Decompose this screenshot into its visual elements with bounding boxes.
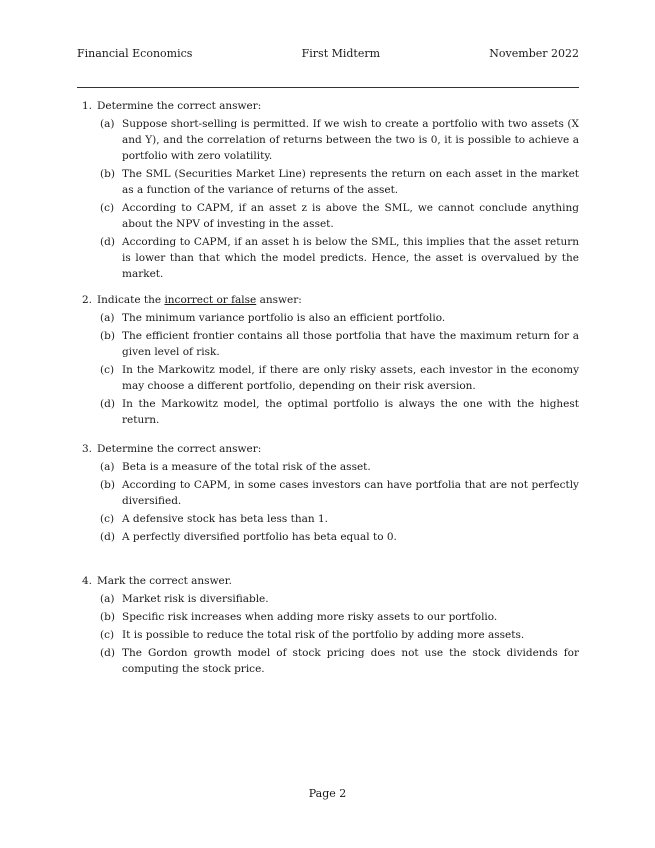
answer-list <box>100 310 579 428</box>
question-4 <box>82 573 579 679</box>
header-course: Financial Economics <box>77 46 193 60</box>
page-header <box>77 44 579 62</box>
header-date: November 2022 <box>489 46 579 60</box>
answer-label: (d) <box>100 236 115 248</box>
answer-item <box>100 609 579 625</box>
question-1 <box>82 98 579 284</box>
answer-label: (d) <box>100 398 115 410</box>
answer-label: (d) <box>100 531 115 543</box>
answer-list <box>100 116 579 282</box>
question-number: 2. <box>82 294 93 306</box>
answer-text: In the Markowitz model, if there are only risky assets, each investor in the economy may choose a different portfolio, depending on their risk aversion. <box>122 364 579 392</box>
answer-text: The Gordon growth model of stock pricing does not use the stock dividends for computing the stock price. <box>122 647 579 675</box>
answer-label: (a) <box>100 118 115 130</box>
answer-label: (d) <box>100 647 115 659</box>
answer-label: (c) <box>100 629 115 641</box>
answer-item <box>100 116 579 164</box>
answer-label: (a) <box>100 312 115 324</box>
question-number: 4. <box>82 575 93 587</box>
answer-item <box>100 328 579 360</box>
answer-item <box>100 310 579 326</box>
answer-item <box>100 529 579 545</box>
page-footer: Page 2 <box>308 787 347 800</box>
answer-text: According to CAPM, in some cases investors can have portfolia that are not perfectly diversified. <box>122 479 579 507</box>
answer-item <box>100 477 579 509</box>
answer-item <box>100 200 579 232</box>
answer-text: According to CAPM, if an asset h is below the SML, this implies that the asset return is lower than that which the model predicts. Hence, the asset is overvalued by the market. <box>122 236 579 280</box>
prompt-after: answer: <box>256 294 302 306</box>
answer-item <box>100 511 579 527</box>
prompt-before: Indicate the <box>97 294 165 306</box>
answer-text: Market risk is diversifiable. <box>122 593 269 605</box>
answer-text: According to CAPM, if an asset z is above the SML, we cannot conclude anything about the NPV of investing in the asset. <box>122 202 579 230</box>
answer-label: (b) <box>100 611 115 623</box>
answer-text: The efficient frontier contains all those portfolia that have the maximum return for a given level of risk. <box>122 330 579 358</box>
question-2 <box>82 292 579 430</box>
answer-text: A defensive stock has beta less than 1. <box>122 513 329 525</box>
answer-item <box>100 645 579 677</box>
answer-item <box>100 362 579 394</box>
answer-label: (b) <box>100 479 115 491</box>
answer-label: (a) <box>100 461 115 473</box>
question-number: 3. <box>82 443 93 455</box>
answer-label: (b) <box>100 330 115 342</box>
answer-label: (c) <box>100 513 115 525</box>
question-prompt: Mark the correct answer. <box>97 575 232 587</box>
question-prompt <box>97 292 302 308</box>
answer-list <box>100 591 579 677</box>
answer-label: (a) <box>100 593 115 605</box>
answer-item <box>100 166 579 198</box>
question-number: 1. <box>82 100 93 112</box>
answer-item <box>100 627 579 643</box>
answer-text: Specific risk increases when adding more risky assets to our portfolio. <box>122 611 498 623</box>
answer-list <box>100 459 579 545</box>
answer-label: (c) <box>100 364 115 376</box>
answer-item <box>100 591 579 607</box>
answer-text: In the Markowitz model, the optimal portfolio is always the one with the highest return. <box>122 398 579 426</box>
header-exam: First Midterm <box>301 46 381 60</box>
answer-item <box>100 234 579 282</box>
prompt-underlined: incorrect or false <box>164 294 257 306</box>
answer-text: The minimum variance portfolio is also an efficient portfolio. <box>122 312 446 324</box>
answer-item <box>100 459 579 475</box>
question-3 <box>82 441 579 547</box>
answer-text: Beta is a measure of the total risk of the asset. <box>122 461 371 473</box>
answer-text: A perfectly diversified portfolio has beta equal to 0. <box>122 531 397 543</box>
answer-text: The SML (Securities Market Line) represents the return on each asset in the market as a function of the variance of returns of the asset. <box>122 168 579 196</box>
question-prompt: Determine the correct answer: <box>97 443 262 455</box>
question-prompt: Determine the correct answer: <box>97 100 262 112</box>
answer-text: It is possible to reduce the total risk of the portfolio by adding more assets. <box>122 629 525 641</box>
answer-item <box>100 396 579 428</box>
answer-label: (c) <box>100 202 115 214</box>
answer-label: (b) <box>100 168 115 180</box>
header-rule <box>77 87 579 88</box>
answer-text: Suppose short-selling is permitted. If we wish to create a portfolio with two assets (X and Y), and the correlation of returns between the two is 0, it is possible to achieve a portfolio with zero volatility. <box>122 118 579 162</box>
